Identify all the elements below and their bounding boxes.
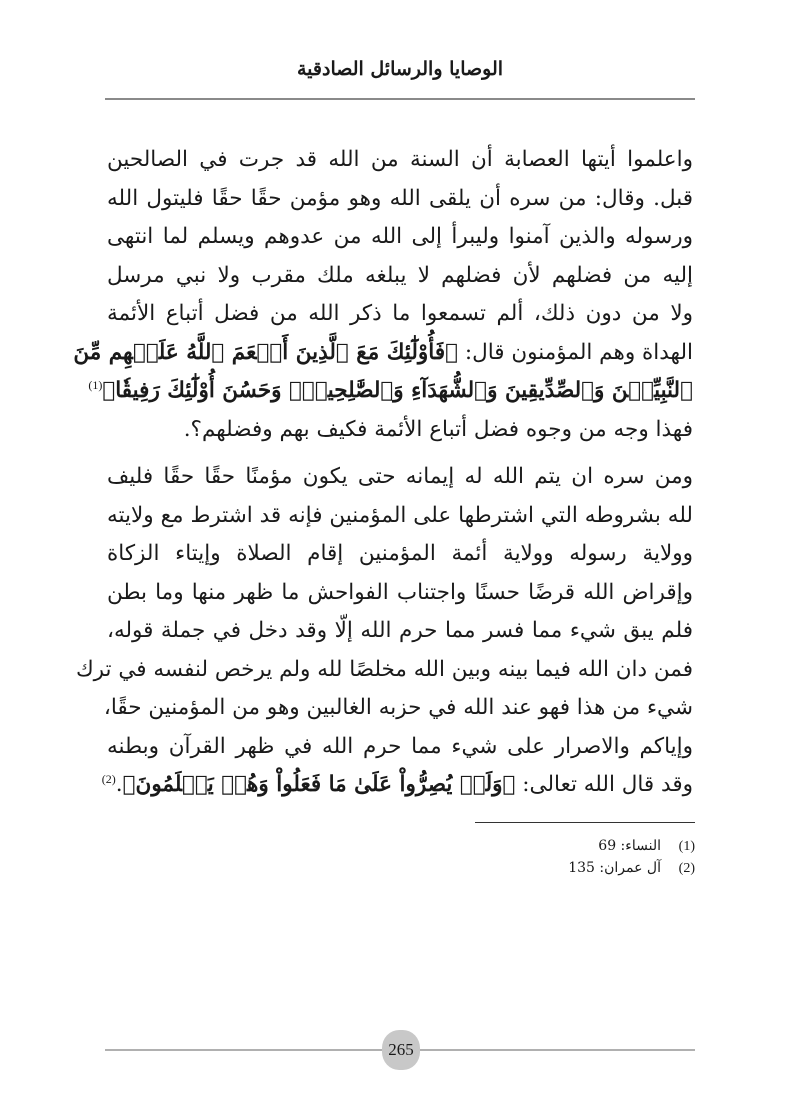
text-line [107, 497, 693, 536]
line-text: ولا من دون ذلك، ألم تسمعوا ما ذكر الله من فضل أتباع الأئمة [107, 301, 693, 326]
footnotes [568, 835, 695, 879]
header-divider [105, 98, 695, 100]
paragraph [75, 458, 693, 805]
text-line [107, 612, 693, 651]
line-text: وقد قال الله تعالى: [515, 772, 693, 797]
text-line [107, 458, 693, 497]
page-number: 265 [382, 1030, 420, 1070]
line-text: . [115, 772, 123, 797]
footnote-text: النساء: 69 [598, 838, 661, 854]
text-line [107, 180, 693, 219]
text-line [107, 257, 693, 296]
line-text: ورسوله والذين آمنوا وليبرأ إلى الله من عدوهم ويسلم لما انتهى [107, 224, 693, 249]
paragraph [73, 141, 693, 449]
text-line [107, 295, 693, 334]
line-text: شيء من هذا فهو عند الله في حزبه الغالبين وهو من المؤمنين حقًا، [103, 695, 693, 720]
quran-verse: ﴿وَلَمۡ يُصِرُّواْ عَلَىٰ مَا فَعَلُواْ وَهُمۡ يَعۡلَمُونَ﴾ [122, 772, 516, 797]
quran-verse: ﴿فَأُوْلَٰٓئِكَ مَعَ ٱلَّذِينَ أَنۡعَمَ ٱللَّهُ عَلَيۡهِم مِّنَ [73, 339, 459, 365]
footnote-ref: (1) [88, 377, 103, 392]
line-text: وإياكم والاصرار على شيء مما حرم الله في ظهر القرآن وبطنه [107, 733, 693, 759]
line-text: واعلموا أيتها العصابة أن السنة من الله قد جرت في الصالحين [107, 147, 693, 172]
footnote-text: آل عمران: 135 [568, 860, 661, 876]
text-line [107, 141, 693, 180]
line-text: الهداة وهم المؤمنون قال: [458, 339, 693, 365]
text-line [107, 728, 693, 767]
footnote-divider [475, 822, 695, 823]
text-line [73, 334, 693, 373]
text-line [107, 574, 693, 613]
line-text: ومن سره ان يتم الله له إيمانه حتى يكون مؤمنًا حقًا حقًا فليف [107, 464, 693, 489]
text-line [107, 411, 693, 450]
line-text: فلم يبق شيء مما فسر مما حرم الله إلّا وقد دخل في جملة قوله، [107, 618, 693, 643]
text-line [88, 372, 693, 411]
line-text: وولاية رسوله وولاية أئمة المؤمنين إقام الصلاة وإيتاء الزكاة [107, 541, 693, 566]
quran-verse: ٱلنَّبِيِّـۧنَ وَٱلصِّدِّيقِينَ وَٱلشُّهَدَآءِ وَٱلصَّٰلِحِينَۚ وَحَسُنَ أُوْلَٰٓئِكَ رَفِيقٗا﴾ [102, 378, 693, 403]
line-text: فهذا وجه من وجوه فضل أتباع الأئمة فكيف بهم وفضلهم؟. [183, 416, 693, 442]
line-text: قبل. وقال: من سره أن يلقى الله وهو مؤمن حقًا حقًا فليتول الله [107, 185, 693, 211]
footnote-ref: (2) [101, 771, 116, 786]
text-line [75, 651, 693, 690]
footnote-number: (2) [678, 861, 695, 876]
body-text [73, 141, 693, 814]
line-text: إليه من فضلهم لأن فضلهم لا يبلغه ملك مقرب ولا نبي مرسل [107, 262, 693, 288]
text-line [101, 766, 693, 805]
text-line [107, 218, 693, 257]
line-text: فمن دان الله فيما بينه وبين الله مخلصًا لله ولم يرخص لنفسه في ترك [75, 656, 693, 682]
line-text: وإقراض الله قرضًا حسنًا واجتناب الفواحش ما ظهر منها وما بطن [107, 579, 693, 605]
text-line [103, 689, 693, 728]
footnote [568, 857, 695, 879]
line-text: لله بشروطه التي اشترطها على المؤمنين فإنه قد اشترط مع ولايته [107, 502, 693, 528]
running-header: الوصايا والرسائل الصادقية [296, 58, 504, 80]
footnote-number: (1) [678, 839, 695, 854]
text-line [107, 535, 693, 574]
footnote [568, 835, 695, 857]
